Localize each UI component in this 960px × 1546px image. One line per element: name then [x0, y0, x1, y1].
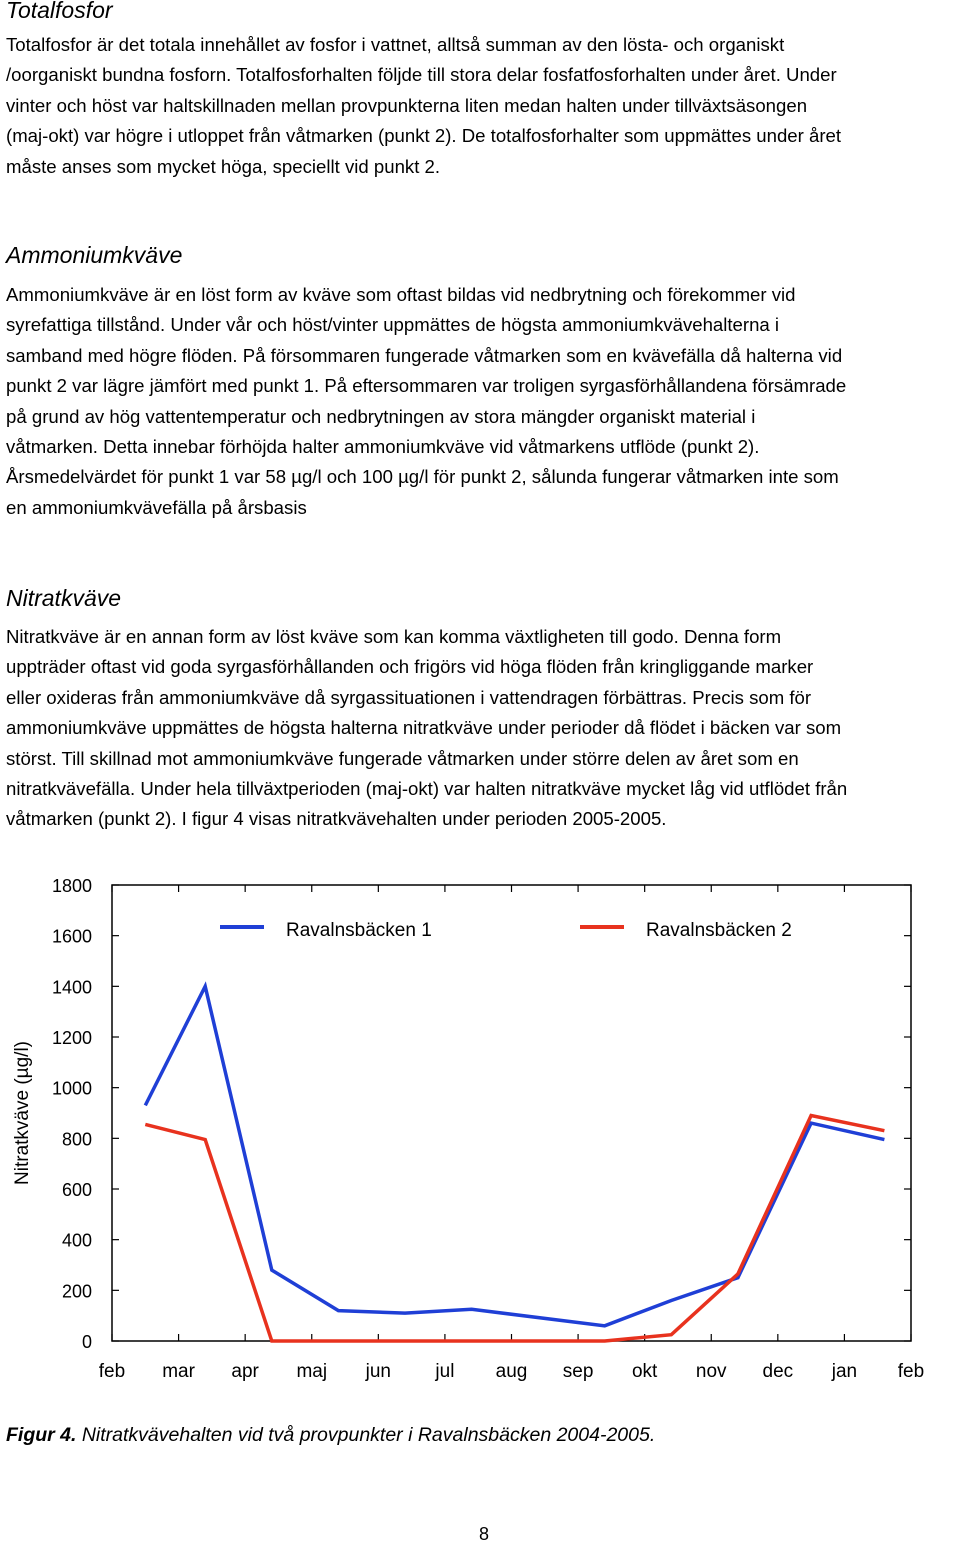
x-axis-ticks: [99, 885, 924, 1382]
x-tick-label: feb: [98, 1361, 126, 1382]
text-line: eller oxideras från ammoniumkväve då syrgassituationen i vattendragen förbättras. Precis som för: [6, 686, 812, 708]
x-tick-label: mar: [162, 1361, 195, 1382]
x-tick-label: apr: [231, 1361, 259, 1382]
text-line: Ammoniumkväve är en löst form av kväve som oftast bildas vid nedbrytning och förekommer vid: [6, 284, 796, 305]
x-tick-label: jul: [435, 1361, 455, 1382]
y-tick-label: 1000: [51, 1078, 92, 1099]
x-tick-label: aug: [495, 1361, 528, 1382]
text-line: våtmarken (punkt 2). I figur 4 visas nitratkvävehalten under perioden 2005-2005.: [6, 808, 667, 830]
nitratkvave-line-chart: [0, 855, 960, 1415]
text-line: vinter och höst var haltskillnaden mellan provpunkterna liten medan halten under tillväxtsäsongen: [6, 94, 808, 116]
x-tick-label: maj: [296, 1361, 328, 1382]
figure-caption-label: Figur 4.: [6, 1424, 77, 1446]
paragraph-nitratkvave: [6, 622, 958, 835]
x-tick-label: okt: [631, 1361, 658, 1382]
figure-caption-text: Nitratkvävehalten vid två provpunkter i Ravalnsbäcken 2004-2005.: [76, 1424, 656, 1446]
text-line: Totalfosfor är det totala innehållet av fosfor i vattnet, alltså summan av den lösta- och organiskt: [6, 34, 785, 55]
legend-label-1: Ravalnsbäcken 1: [286, 920, 432, 941]
text-line: på grund av hög vattentemperatur och nedbrytningen av stora mängder organiskt material i: [6, 405, 756, 427]
heading-totalfosfor: Totalfosfor: [6, 0, 113, 23]
text-line: störst. Till skillnad mot ammoniumkväve fungerade våtmarken under större delen av året som en: [6, 747, 799, 769]
series-line-2: [145, 1116, 884, 1342]
y-tick-label: 200: [61, 1281, 92, 1302]
text-line: ammoniumkväve uppmättes de högsta halterna nitratkväve under perioder då flödet i bäcken var som: [6, 717, 842, 739]
text-line: en ammoniumkvävefälla på årsbasis: [6, 496, 307, 518]
text-line: uppträder oftast vid goda syrgasförhållanden och frigörs vid höga flöden från kringliggande marker: [6, 656, 814, 678]
text-line: (maj-okt) var högre i utloppet från våtmarken (punkt 2). De totalfosforhalter som uppmättes under året: [6, 125, 842, 147]
heading-nitratkvave: Nitratkväve: [6, 585, 122, 611]
y-tick-label: 1600: [51, 926, 92, 947]
plot-frame: [112, 885, 911, 1341]
y-tick-label: 0: [81, 1332, 92, 1352]
y-tick-label: 400: [61, 1230, 92, 1251]
text-line: måste anses som mycket höga, speciellt vid punkt 2.: [6, 155, 441, 177]
text-line: syrefattiga tillstånd. Under vår och höst/vinter uppmättes de högsta ammoniumkvävehalterna i: [6, 314, 780, 336]
x-tick-label: nov: [695, 1361, 727, 1382]
y-tick-label: 800: [61, 1129, 92, 1150]
y-tick-label: 600: [61, 1180, 92, 1200]
legend-label-2: Ravalnsbäcken 2: [646, 920, 792, 941]
x-tick-label: dec: [762, 1361, 794, 1382]
paragraph-ammoniumkvave: [6, 280, 958, 523]
y-tick-label: 1400: [51, 977, 92, 998]
chart-axes: [112, 885, 911, 1341]
heading-ammoniumkvave: Ammoniumkväve: [6, 242, 183, 268]
y-axis-ticks: [52, 876, 911, 1352]
page-number: 8: [478, 1524, 489, 1544]
paragraph-totalfosfor: [6, 30, 958, 182]
text-line: punkt 2 var lägre jämfört med punkt 1. På eftersommaren var troligen syrgasförhållandena försämrade: [6, 375, 847, 397]
chart-legend: [220, 920, 792, 941]
y-tick-label: 1800: [51, 876, 92, 896]
x-tick-label: feb: [897, 1361, 925, 1382]
text-line: samband med högre flöden. På försommaren fungerade våtmarken som en kvävefälla då halterna vid: [6, 344, 843, 366]
text-line: Årsmedelvärdet för punkt 1 var 58 µg/l och 100 µg/l för punkt 2, sålunda fungerar våtmarken inte som: [6, 466, 839, 488]
y-axis-label: Nitratkväve (µg/l): [12, 1041, 33, 1185]
chart-series: [145, 986, 884, 1341]
y-tick-label: 1200: [51, 1028, 92, 1048]
text-line: /oorganiskt bundna fosforn. Totalfosforhalten följde till stora delar fosfatfosforhalten under året. Under: [6, 64, 837, 86]
x-tick-label: sep: [562, 1361, 594, 1382]
series-line-1: [145, 986, 884, 1326]
text-line: Nitratkväve är en annan form av löst kväve som kan komma växtligheten till godo. Denna form: [6, 626, 782, 647]
x-tick-label: jun: [365, 1361, 392, 1382]
figure-caption: [6, 1424, 655, 1447]
x-tick-label: jan: [831, 1361, 858, 1382]
text-line: nitratkvävefälla. Under hela tillväxtperioden (maj-okt) var halten nitratkväve mycket låg vid utflödet från: [6, 778, 848, 800]
text-line: våtmarken. Detta innebar förhöjda halter ammoniumkväve vid våtmarkens utflöde (punkt 2).: [6, 436, 760, 458]
